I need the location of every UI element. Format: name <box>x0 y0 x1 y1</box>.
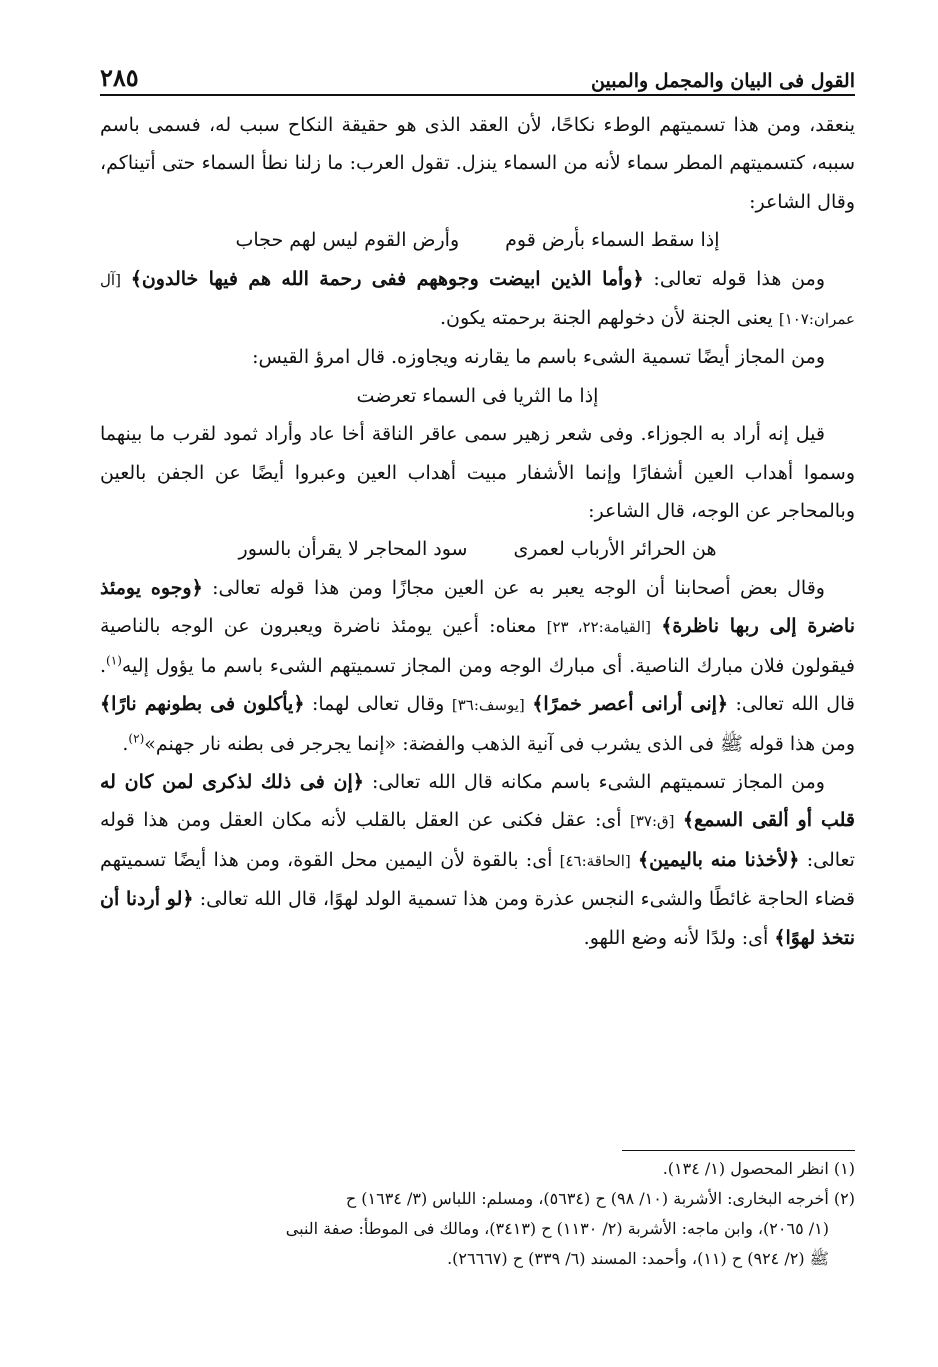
footnote-2-line-2: (١/ ٢٠٦٥)، وابن ماجه: الأشربة (٢/ ١١٣٠) ح (٣٤١٣)، ومالك فى الموطأ: صفة النبى <box>285 1219 829 1238</box>
verse-citation: [ق:٣٧] <box>629 812 675 831</box>
quran-verse: ﴿إنى أرانى أعصر خمرًا﴾ <box>532 693 729 716</box>
quran-verse: ﴿يأكلون فى بطونهم نارًا﴾ <box>100 693 305 716</box>
footnote-marker: (٢) <box>128 731 145 746</box>
paragraph-6: ومن المجاز تسميتهم الشىء باسم مكانه قال الله تعالى: ﴿إن فى ذلك لذكرى لمن كان له قلب أو ألقى السمع﴾ [ق:٣٧] أى: عقل فكنى عن العقل بالقلب لأنه مكان العقل ومن هذا قوله تعالى: ﴿لأخذنا منه باليمين﴾ [الحاقة:٤٦] أى: بالقوة لأن اليمين محل القوة، ومن هذا أيضًا تسميتهم قضاء الحاجة غائطًا والشىء النجس عذرة ومن هذا تسمية الولد لهوًا، قال الله تعالى: ﴿لو أردنا أن نتخذ لهوًا﴾ أى: ولدًا لأنه وضع اللهو. <box>100 770 855 949</box>
hadith-quote: «إنما يجرجر فى بطنه نار جهنم» <box>144 732 397 755</box>
verse-1-first-hemistich: إذا سقط السماء بأرض قوم <box>505 229 720 252</box>
quran-verse: ﴿لأخذنا منه باليمين﴾ <box>637 848 800 871</box>
verse-2: إذا ما الثريا فى السماء تعرضت <box>356 384 599 407</box>
footnote-1: (١) انظر المحصول (١/ ١٣٤). <box>662 1159 855 1178</box>
header-rule <box>100 94 855 96</box>
verse-1 <box>100 221 855 259</box>
verse-3-first-hemistich: هن الحرائر الأرباب لعمرى <box>513 538 717 561</box>
paragraph-2: ومن هذا قوله تعالى: ﴿وأما الذين ابيضت وجوههم ففى رحمة الله هم فيها خالدون﴾ [آل عمران:١٠٧] يعنى الجنة لأن دخولهم الجنة برحمته يكون. <box>100 267 855 330</box>
footnote-2-line-3: ﷺ (٢/ ٩٢٤) ح (١١)، وأحمد: المسند (٦/ ٣٣٩) ح (٢٦٦٦٧). <box>447 1249 829 1268</box>
footnote-marker: (١) <box>106 653 122 668</box>
verse-citation: [يوسف:٣٦] <box>451 696 525 715</box>
verse-citation: [القيامة:٢٢، ٢٣] <box>546 618 651 637</box>
footnote-rule <box>622 1150 855 1151</box>
running-title: القول فى البيان والمجمل والمبين <box>591 70 855 92</box>
page-number: ٢٨٥ <box>100 63 139 92</box>
quran-verse: ﴿إن فى ذلك لذكرى لمن كان له قلب أو ألقى السمع﴾ <box>100 770 855 832</box>
verse-citation: [آل عمران:١٠٧] <box>100 270 855 329</box>
verse-3 <box>100 530 855 568</box>
footnote-2-line-1: (٢) أخرجه البخارى: الأشربة (١٠/ ٩٨) ح (٥٦٣٤)، ومسلم: اللباس (٣/ ١٦٣٤) ح <box>345 1189 855 1208</box>
paragraph-5: وقال بعض أصحابنا أن الوجه يعبر به عن العين مجازًا ومن هذا قوله تعالى: ﴿وجوه يومئذ ناضرة إلى ربها ناظرة﴾ [القيامة:٢٢، ٢٣] معناه: أعين يومئذ ناضرة ويعبرون عن الوجه بالناصية فيقولون فلان مبارك الناصية. أى مبارك الوجه ومن المجاز تسميتهم الشىء باسم ما يؤول إليه$^{(١)}$. قال الله تعالى: ﴿إنى أرانى أعصر خمرًا﴾ [يوسف:٣٦] وقال تعالى لهما: ﴿يأكلون فى بطونهم نارًا﴾ ومن هذا قوله ﷺ فى الذى يشرب فى آنية الذهب والفضة: «إنما يجرجر فى بطنه نار جهنم»$^{(٢)}$. <box>100 576 855 755</box>
paragraph-3: ومن المجاز أيضًا تسمية الشىء باسم ما يقارنه ويجاوزه. قال امرؤ القيس: <box>252 346 825 369</box>
quran-verse: ﴿وجوه يومئذ ناضرة إلى ربها ناظرة﴾ <box>100 576 855 638</box>
page-header <box>100 56 855 92</box>
body-text <box>100 106 855 957</box>
footnotes <box>100 1154 855 1274</box>
verse-citation: [الحاقة:٤٦] <box>559 851 631 870</box>
verse-1-second-hemistich: وأرض القوم ليس لهم حجاب <box>235 229 460 252</box>
quran-verse: ﴿وأما الذين ابيضت وجوههم ففى رحمة الله هم فيها خالدون﴾ <box>130 267 644 290</box>
paragraph-4: قيل إنه أراد به الجوزاء. وفى شعر زهير سمى عاقر الناقة أخا عاد وأراد ثمود لقرب ما بينهما وسموا أهداب العين أشفارًا وإنما الأشفار مبيت أهداب العين وعبروا أيضًا عن الجفن بالعين وبالمحاجر عن الوجه، قال الشاعر: <box>100 423 855 523</box>
quran-verse: ﴿لو أردنا أن نتخذ لهوًا﴾ <box>100 888 855 949</box>
paragraph-1: ينعقد، ومن هذا تسميتهم الوطء نكاحًا، لأن العقد الذى هو حقيقة النكاح سبب له، فسمى باسم سببه، كتسميتهم المطر سماء لأنه من السماء ينزل. تقول العرب: ما زلنا نطأ السماء حتى أتيناكم، وقال الشاعر: <box>100 114 855 213</box>
verse-3-second-hemistich: سود المحاجر لا يقرأن بالسور <box>238 538 468 561</box>
